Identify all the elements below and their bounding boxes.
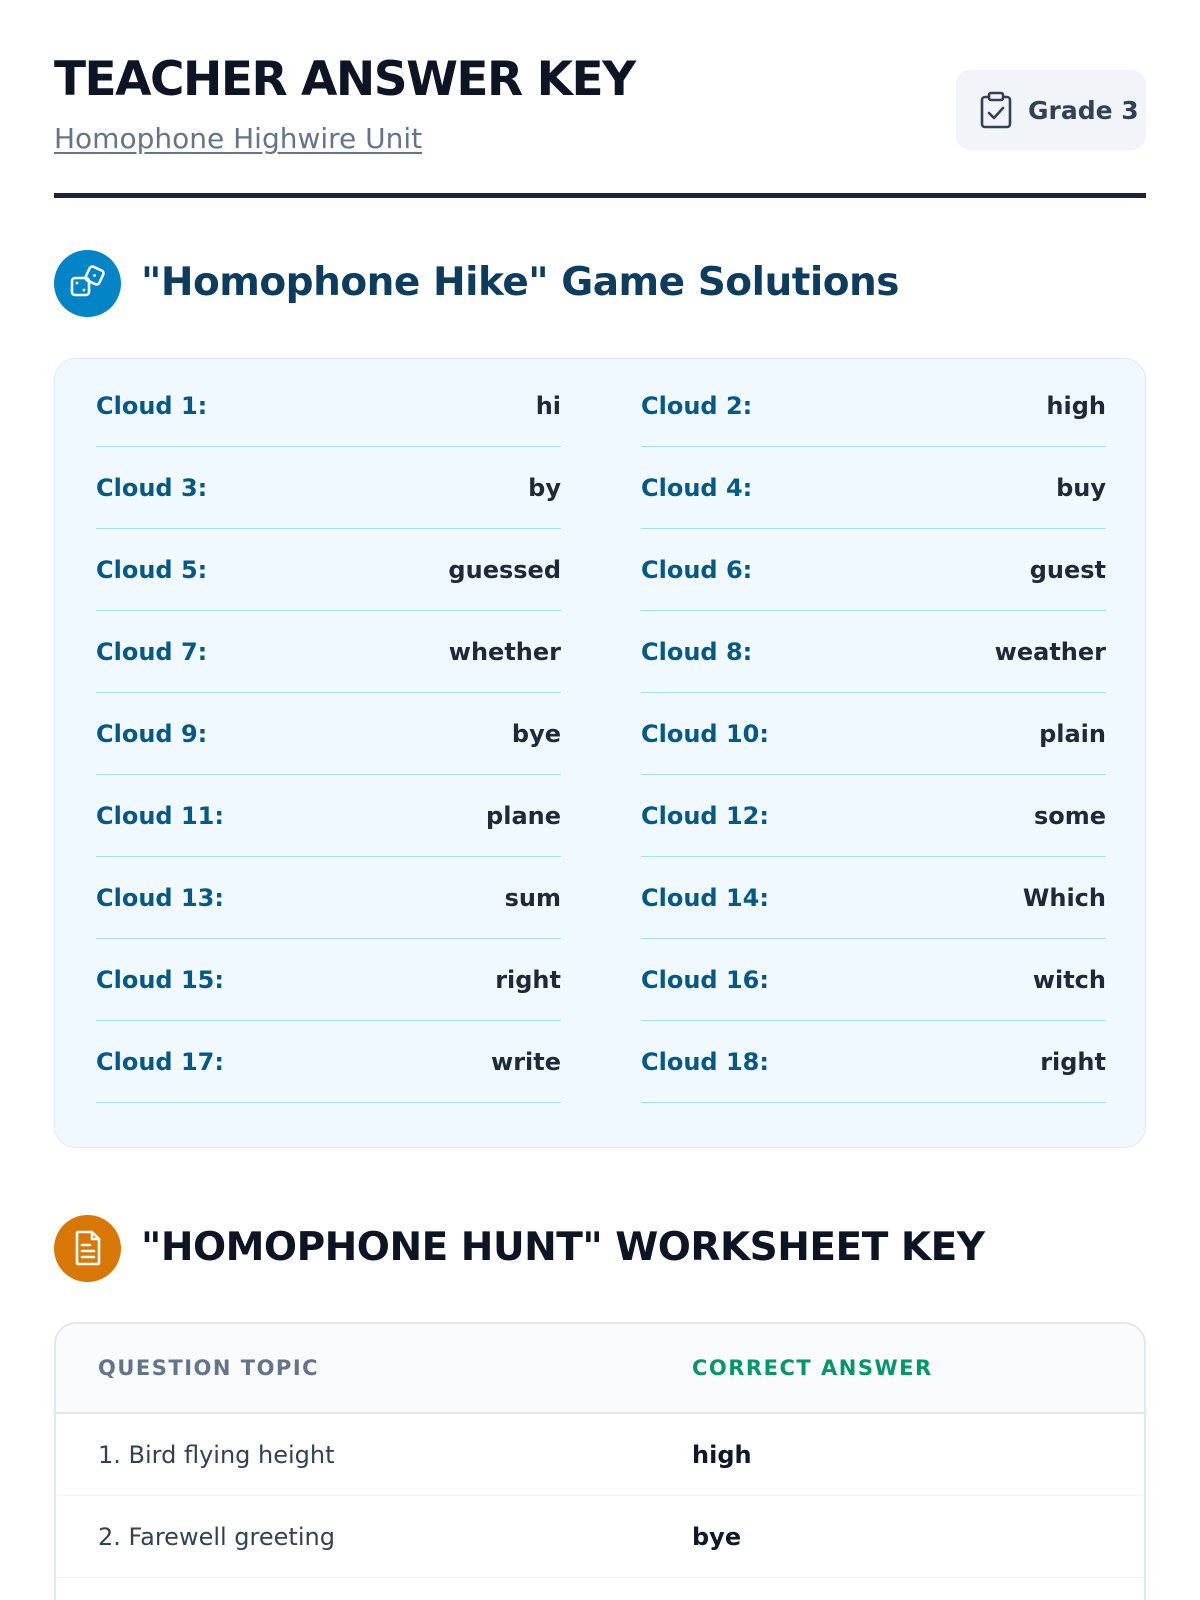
cloud-label: Cloud 1:: [96, 391, 208, 420]
cloud-label: Cloud 18:: [641, 1047, 769, 1076]
table-header: [56, 1324, 1144, 1414]
table-row: [56, 1496, 1144, 1578]
game-solutions-heading: [54, 249, 1146, 317]
table-body: [56, 1414, 1144, 1578]
cloud-answer-row: [96, 775, 561, 857]
page-header: [54, 52, 1146, 198]
cloud-label: Cloud 10:: [641, 719, 769, 748]
cloud-answer: sum: [504, 883, 561, 912]
grade-badge: [956, 70, 1146, 150]
cloud-answer-row: [641, 775, 1106, 857]
cloud-answer-row: [641, 611, 1106, 693]
game-solutions-card: [54, 358, 1146, 1148]
cloud-label: Cloud 15:: [96, 965, 224, 994]
cloud-answer: whether: [448, 637, 561, 666]
document-icon-badge: [54, 1215, 121, 1282]
cloud-answer-row: [96, 529, 561, 611]
worksheet-key-title: "HOMOPHONE HUNT" WORKSHEET KEY: [141, 1225, 985, 1270]
document-icon: [68, 1228, 108, 1268]
cloud-answer-row: [96, 693, 561, 775]
cloud-answer-row: [96, 447, 561, 529]
question-topic-cell: 1. Bird flying height: [98, 1440, 335, 1469]
game-solutions-title: "Homophone Hike" Game Solutions: [141, 260, 899, 305]
column-header-topic: QUESTION TOPIC: [98, 1356, 320, 1380]
cloud-answer-row: [641, 529, 1106, 611]
cloud-label: Cloud 8:: [641, 637, 753, 666]
cloud-label: Cloud 13:: [96, 883, 224, 912]
dice-icon-badge: [54, 250, 121, 317]
cloud-grid: [96, 365, 1106, 1103]
cloud-answer: right: [1040, 1047, 1106, 1076]
cloud-answer: witch: [1032, 965, 1106, 994]
cloud-label: Cloud 17:: [96, 1047, 224, 1076]
answer-key-page: [54, 0, 1146, 1600]
grade-label: Grade 3: [1028, 95, 1139, 125]
column-header-answer: CORRECT ANSWER: [692, 1356, 933, 1380]
cloud-answer: some: [1033, 801, 1106, 830]
cloud-label: Cloud 3:: [96, 473, 208, 502]
cloud-label: Cloud 7:: [96, 637, 208, 666]
cloud-answer: plane: [486, 801, 561, 830]
cloud-label: Cloud 9:: [96, 719, 208, 748]
cloud-answer-row: [641, 857, 1106, 939]
cloud-answer: Which: [1022, 883, 1106, 912]
cloud-answer: buy: [1056, 473, 1106, 502]
table-row: [56, 1414, 1144, 1496]
question-topic-cell: 2. Farewell greeting: [98, 1522, 335, 1551]
cloud-answer: guest: [1029, 555, 1106, 584]
cloud-answer: plain: [1039, 719, 1106, 748]
correct-answer-cell: bye: [692, 1522, 742, 1551]
cloud-answer: weather: [994, 637, 1106, 666]
cloud-answer-row: [641, 1021, 1106, 1103]
correct-answer-cell: high: [692, 1440, 752, 1469]
cloud-answer-row: [641, 939, 1106, 1021]
cloud-answer: right: [495, 965, 561, 994]
cloud-answer-row: [96, 365, 561, 447]
cloud-answer: by: [528, 473, 561, 502]
cloud-label: Cloud 4:: [641, 473, 753, 502]
cloud-label: Cloud 16:: [641, 965, 769, 994]
cloud-answer-row: [641, 693, 1106, 775]
cloud-answer: high: [1046, 391, 1106, 420]
cloud-label: Cloud 12:: [641, 801, 769, 830]
cloud-label: Cloud 5:: [96, 555, 208, 584]
page-title: TEACHER ANSWER KEY: [54, 52, 635, 107]
cloud-answer-row: [641, 365, 1106, 447]
cloud-answer-row: [96, 611, 561, 693]
cloud-answer: guessed: [448, 555, 561, 584]
worksheet-key-heading: [54, 1214, 1146, 1282]
cloud-answer: hi: [535, 391, 561, 420]
cloud-answer-row: [96, 857, 561, 939]
cloud-answer-row: [641, 447, 1106, 529]
cloud-label: Cloud 11:: [96, 801, 224, 830]
cloud-answer: bye: [511, 719, 561, 748]
cloud-answer-row: [96, 939, 561, 1021]
cloud-answer-row: [96, 1021, 561, 1103]
cloud-answer: write: [491, 1047, 561, 1076]
unit-link[interactable]: Homophone Highwire Unit: [54, 122, 423, 155]
cloud-label: Cloud 6:: [641, 555, 753, 584]
worksheet-key-table: [54, 1322, 1146, 1600]
cloud-label: Cloud 14:: [641, 883, 769, 912]
dice-icon: [68, 263, 108, 303]
cloud-label: Cloud 2:: [641, 391, 753, 420]
clipboard-check-icon: [978, 91, 1014, 129]
